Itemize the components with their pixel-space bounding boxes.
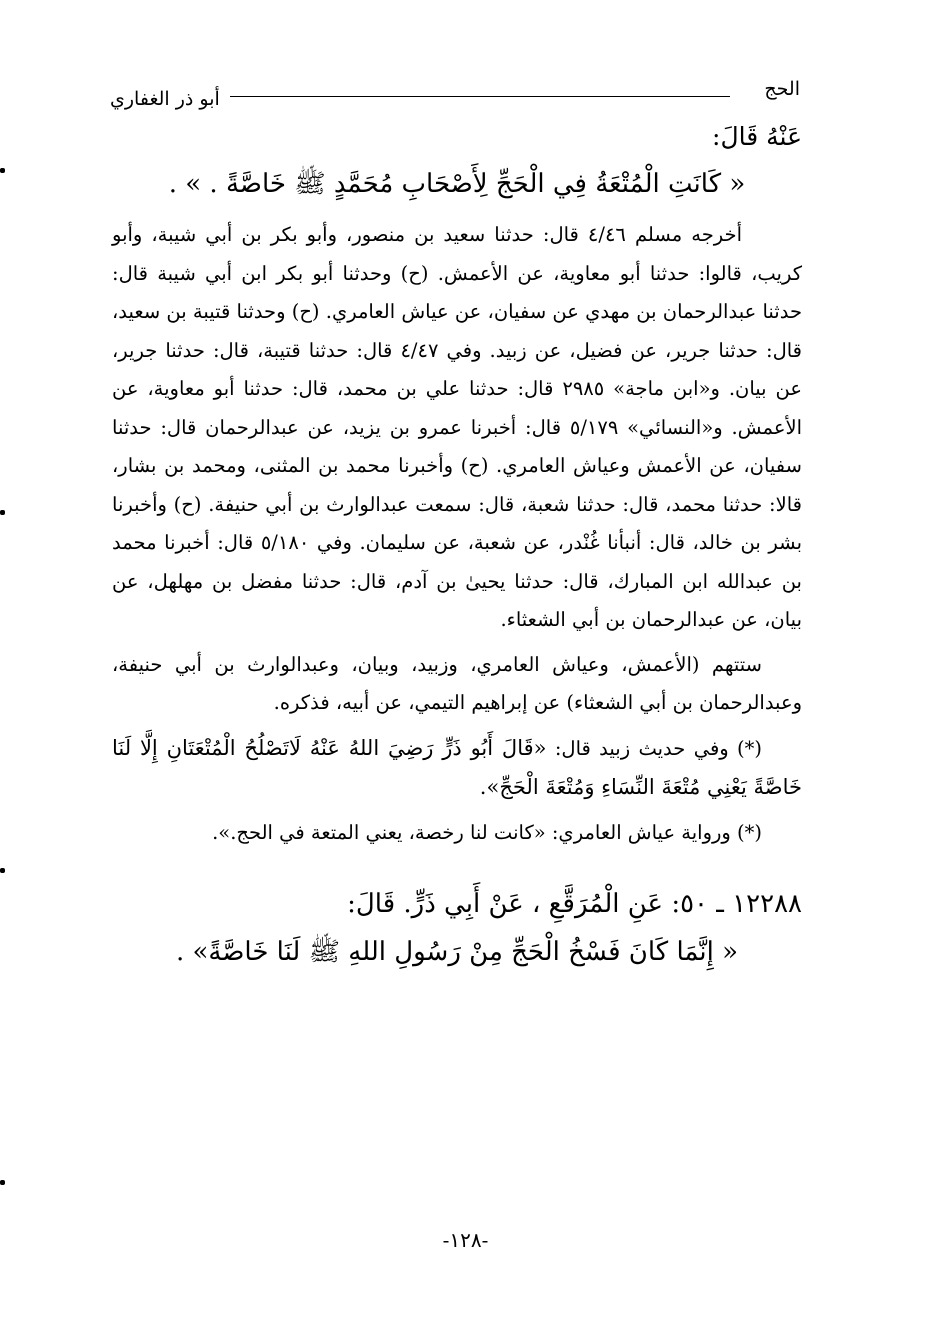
next-hadith-number: ١٢٢٨٨ ـ ٥٠:: [671, 889, 802, 919]
scan-mark: [0, 1180, 5, 1185]
next-hadith-isnad: عَنِ الْمُرَقَّعِ ، عَنْ أَبِي ذَرٍّ. قَالَ:: [347, 889, 664, 919]
narrators-paragraph: ستتهم (الأعمش، وعياش العامري، وزبيد، وبيان، وعبدالوارث بن أبي حنيفة، وعبدالرحمان بن أبي الشعثاء) عن إبراهيم التيمي، عن أبيه، فذكره.: [112, 652, 802, 714]
next-hadith-text: « إِنَّمَا كَانَ فَسْخُ الْحَجِّ مِنْ رَسُولِ اللهِ ﷺ لَنَا خَاصَّةً» .: [175, 937, 739, 967]
zubaid-variant-paragraph: [112, 729, 802, 808]
zubaid-lead: (*) وفي حديث زبيد قال:: [554, 736, 762, 760]
next-hadith-heading: [112, 882, 802, 926]
scan-mark: [0, 510, 5, 515]
header-rule: [230, 96, 730, 97]
page-number: -١٢٨-: [442, 1228, 489, 1252]
header-section-title: الحج: [764, 78, 800, 100]
ayyash-variant-paragraph: (*) ورواية عياش العامري: «كانت لنا رخصة، يعني المتعة في الحج.».: [212, 820, 762, 844]
zubaid-quote: «قَالَ أَبُو ذَرٍّ رَضِيَ اللهُ عَنْهُ لَاتَصْلُحُ الْمُتْعَتَانِ إِلَّا لَنَا خَاصَّةً يَعْنِي مُتْعَةَ النِّسَاءِ وَمُتْعَةَ الْحَجِّ».: [112, 735, 802, 799]
scan-mark: [0, 168, 5, 173]
takhrij-paragraph: أخرجه مسلم ٤/٤٦ قال: حدثنا سعيد بن منصور، وأبو بكر بن أبي شيبة، وأبو كريب، قالوا: حدثنا أبو معاوية، عن الأعمش. (ح) وحدثنا أبو بكر ابن أبي شيبة قال: حدثنا عبدالرحمان بن مهدي عن سفيان، عن عياش العامري. (ح) وحدثنا قتيبة بن سعيد، قال: حدثنا جرير، عن فضيل، عن زبيد. وفي ٤/٤٧ قال: حدثنا قتيبة، قال: حدثنا جرير، عن بيان. و«ابن ماجة» ٢٩٨٥ قال: حدثنا علي بن محمد، قال: حدثنا أبو معاوية، عن الأعمش. و«النسائي» ٥/١٧٩ قال: أخبرنا عمرو بن يزيد، عن عبدالرحمان قال: حدثنا سفيان، عن الأعمش وعياش العامري. (ح) وأخبرنا محمد بن المثنى، ومحمد بن بشار، قالا: حدثنا محمد، قال: حدثنا شعبة، قال: سمعت عبدالوارث بن أبي حنيفة. (ح) وأخبرنا بشر بن خالد، قال: أنبأنا غُنْدر، عن شعبة، عن سليمان. وفي ٥/١٨٠ قال: أخبرنا محمد بن عبدالله ابن المبارك، قال: حدثنا يحيىٰ بن آدم، قال: حدثنا مفضل بن مهلهل، عن بيان، عن عبدالرحمان بن أبي الشعثاء.: [112, 223, 803, 631]
header-narrator-name: أبو ذر الغفاري: [110, 88, 220, 110]
hadith-intro: عَنْهُ قَالَ:: [712, 122, 802, 151]
scan-mark: [0, 868, 5, 873]
main-text: [112, 118, 802, 974]
running-header: [110, 78, 800, 108]
hadith-text: « كَانَتِ الْمُتْعَةُ فِي الْحَجِّ لِأَصْحَابِ مُحَمَّدٍ ﷺ خَاصَّةً . » .: [168, 169, 746, 199]
